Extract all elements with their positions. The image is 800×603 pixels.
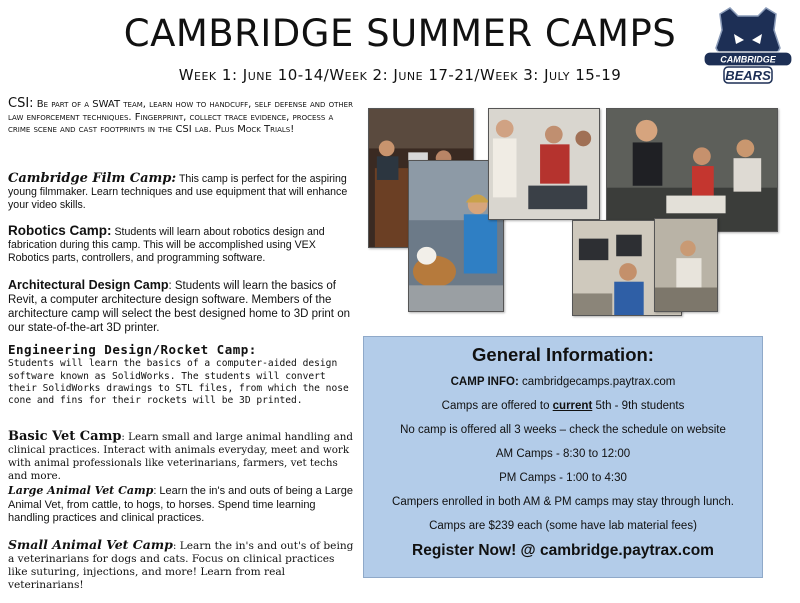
camp-robotics <box>8 224 356 265</box>
camp-film <box>8 172 356 212</box>
info-offered-emphasis: current <box>552 400 593 412</box>
info-offered-post: 5th - 9th students <box>592 400 685 412</box>
svg-text:CAMBRIDGE: CAMBRIDGE <box>720 54 776 65</box>
info-schedule-note: No camp is offered all 3 weeks – check the schedule on website <box>400 424 726 436</box>
photo-lab-class <box>606 108 778 232</box>
info-eligibility <box>364 400 762 412</box>
general-info-box <box>363 336 763 578</box>
camp-architecture <box>8 278 356 335</box>
camp-csi <box>8 98 356 137</box>
camp-basic-vet-label: Basic Vet Camp <box>8 429 122 444</box>
camp-csi-label: CSI: <box>8 96 34 111</box>
camp-small-vet-label: Small Animal Vet Camp <box>8 537 173 552</box>
camp-robotics-text: Students will learn about robotics design and fabrication during this camp. This will be accomplished using VEX Robotics parts, controllers, and programming software. <box>8 226 325 264</box>
camp-large-vet <box>8 484 356 526</box>
camp-csi-text: Be part of a SWAT team, learn how to handcuff, self defense and other law enforcement techniques. Fingerprint, collect trace evidence, process a crime scene and cast footprints in the CSI lab. Plus Mock Trials! <box>8 99 353 135</box>
camp-film-text: This camp is perfect for the aspiring young filmmaker. Learn techniques and use equipment that will enhance your video skills. <box>8 173 348 211</box>
photo-robotics <box>488 108 600 220</box>
camp-engineering <box>8 344 356 407</box>
camp-architecture-label: Architectural Design Camp <box>8 278 169 292</box>
info-lunch-note: Campers enrolled in both AM & PM camps may stay through lunch. <box>392 496 734 508</box>
camp-small-vet <box>8 538 356 592</box>
camp-robotics-label: Robotics Camp: <box>8 223 112 238</box>
camp-engineering-label: Engineering Design/Rocket Camp: <box>8 342 257 357</box>
info-heading: General Information: <box>472 344 654 365</box>
camp-basic-vet <box>8 430 356 483</box>
info-am-camps: AM Camps - 8:30 to 12:00 <box>495 448 631 460</box>
camp-basic-vet-text: : Learn small and large animal handling and clinical practices. Interact with animals everyday, meet and work with animal professionals like veterinarians, farmers, vet techs and more. <box>8 431 354 482</box>
camp-architecture-text: : Students will learn the basics of Revit, a computer architecture design software. Members of the architecture camp will select the best designed home to 3D print on our state-of-the-art 3D printer. <box>8 280 350 334</box>
svg-text:BEARS: BEARS <box>725 68 771 83</box>
info-camp-info-label: CAMP INFO: <box>450 376 519 388</box>
info-camp-url <box>364 376 762 388</box>
photo-students-desks <box>654 218 718 312</box>
info-offered-pre: Camps are offered to <box>441 400 553 412</box>
page-title: CAMBRIDGE SUMMER CAMPS <box>123 12 677 55</box>
info-camp-info-link[interactable]: cambridgecamps.paytrax.com <box>518 376 676 388</box>
info-price: Camps are $239 each (some have lab material fees) <box>429 520 697 532</box>
camp-large-vet-text: : Learn the in's and outs of being a Large Animal Vet, from cattle, to hogs, to horses. Spend time learning handling practices and clinical practices. <box>8 485 353 524</box>
register-link[interactable]: Register Now! @ cambridge.paytrax.com <box>412 542 714 559</box>
camp-dates: Week 1: June 10-14/Week 2: June 17-21/Week 3: July 15-19 <box>178 66 622 84</box>
info-pm-camps: PM Camps - 1:00 to 4:30 <box>499 472 627 484</box>
camp-film-label: Cambridge Film Camp: <box>8 171 177 186</box>
bears-logo <box>700 4 796 88</box>
camp-engineering-text: Students will learn the basics of a computer-aided design software known as SolidWorks. The students will convert their SolidWorks drawings to STL files, from which the nose cone and fins for their rockets will be 3D printed. <box>8 358 349 407</box>
camp-large-vet-label: Large Animal Vet Camp <box>8 484 154 497</box>
camp-small-vet-text: : Learn the in's and out's of being a veterinarians for dogs and cats. Focus on clinical practices like suturing, injections, and more! Learn from real veterinarians! <box>8 540 354 591</box>
